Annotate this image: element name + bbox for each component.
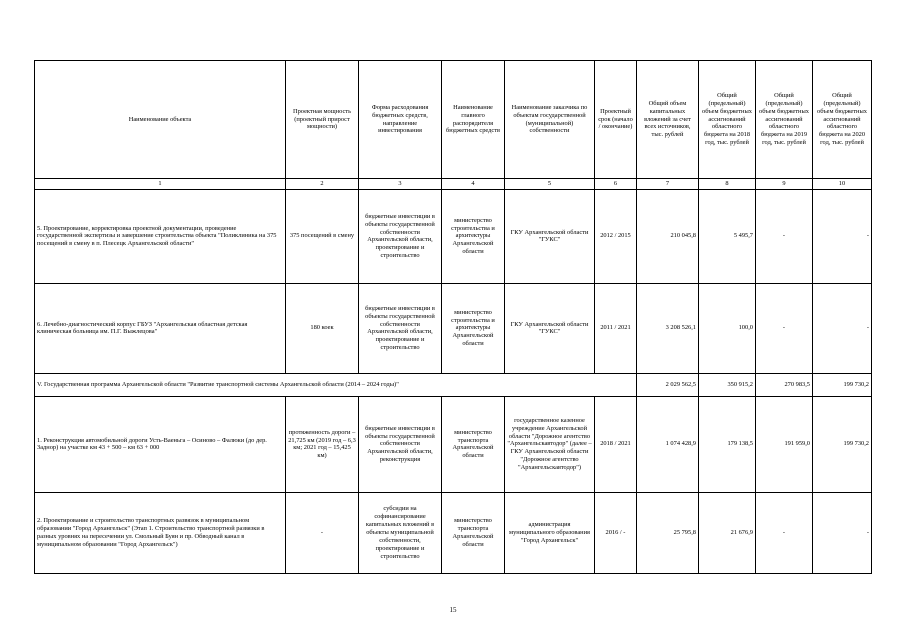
main-manager: министерство транспорта Архангельской области bbox=[442, 492, 505, 573]
amount-2019: 191 959,0 bbox=[756, 396, 813, 492]
main-manager: министерство строительства и архитектуры Архангельской области bbox=[442, 189, 505, 283]
term: 2018 / 2021 bbox=[595, 396, 637, 492]
spending-form: бюджетные инвестиции в объекты государственной собственности Архангельской области, проектирование и строительство bbox=[359, 283, 442, 373]
amount-2019: - bbox=[756, 189, 813, 283]
amount-2020: - bbox=[813, 492, 872, 573]
column-number: 5 bbox=[505, 179, 595, 190]
column-number: 3 bbox=[359, 179, 442, 190]
capacity: 375 посещений в смену bbox=[286, 189, 359, 283]
amount-2018: 179 138,5 bbox=[699, 396, 756, 492]
table-row bbox=[35, 189, 872, 283]
amount-2018: 5 495,7 bbox=[699, 189, 756, 283]
term: 2012 / 2015 bbox=[595, 189, 637, 283]
table-row bbox=[35, 492, 872, 573]
header-2019: Общий (предельный) объем бюджетных ассигнований областного бюджета на 2019 год, тыс. рублей bbox=[756, 61, 813, 179]
object-name: 5. Проектирование, корректировка проектной документации, проведение государственной экспертизы и завершение строительства объекта "Поликлиника на 375 посещений в смену в п. Плесецк Архангельской области" bbox=[35, 189, 286, 283]
object-name: 6. Лечебно-диагностический корпус ГБУЗ "Архангельская областная детская клиническая больница им. П.Г. Выжлецова" bbox=[35, 283, 286, 373]
customer: государственное казенное учреждение Архангельской области "Дорожное агентство "Архангельскавтодор" (далее – ГКУ Архангельской области "Дорожное агентство "Архангельскавтодор") bbox=[505, 396, 595, 492]
header-object-name: Наименование объекта bbox=[35, 61, 286, 179]
spending-form: бюджетные инвестиции в объекты государственной собственности Архангельской области, реконструкция bbox=[359, 396, 442, 492]
total-amount: 3 208 526,1 bbox=[637, 283, 699, 373]
program-row bbox=[35, 373, 872, 396]
column-number: 8 bbox=[699, 179, 756, 190]
column-number: 10 bbox=[813, 179, 872, 190]
main-manager: министерство строительства и архитектуры Архангельской области bbox=[442, 283, 505, 373]
capacity: 180 коек bbox=[286, 283, 359, 373]
column-number: 9 bbox=[756, 179, 813, 190]
column-number: 4 bbox=[442, 179, 505, 190]
column-number: 7 bbox=[637, 179, 699, 190]
table-row bbox=[35, 283, 872, 373]
budget-table bbox=[34, 60, 872, 574]
amount-2020: 199 730,2 bbox=[813, 373, 872, 396]
term: 2011 / 2021 bbox=[595, 283, 637, 373]
amount-2018: 100,0 bbox=[699, 283, 756, 373]
amount-2020: - bbox=[813, 283, 872, 373]
total-amount: 210 045,8 bbox=[637, 189, 699, 283]
object-name: 2. Проектирование и строительство транспортных развязок в муниципальном образовании "Город Архангельск" (Этап 1. Строительство транспортной развязки в разных уровнях на пересечении ул. Смольный Буян и пр. Обводный канал в муниципальном образовании "Город Архангельск") bbox=[35, 492, 286, 573]
page-number: 15 bbox=[449, 606, 457, 614]
header-main-manager: Наименование главного распорядителя бюджетных средств bbox=[442, 61, 505, 179]
amount-2018: 350 915,2 bbox=[699, 373, 756, 396]
total-amount: 1 074 428,9 bbox=[637, 396, 699, 492]
header-customer: Наименование заказчика по объектам государственной (муниципальной) собственности bbox=[505, 61, 595, 179]
header-form: Форма расходования бюджетных средств, направление инвестирования bbox=[359, 61, 442, 179]
amount-2020: - bbox=[813, 189, 872, 283]
amount-2019: - bbox=[756, 283, 813, 373]
header-term: Проектный срок (начало / окончание) bbox=[595, 61, 637, 179]
table-row bbox=[35, 396, 872, 492]
amount-2019: 270 983,5 bbox=[756, 373, 813, 396]
header-2020: Общий (предельный) объем бюджетных ассигнований областного бюджета на 2020 год, тыс. рублей bbox=[813, 61, 872, 179]
column-number-row bbox=[35, 179, 872, 190]
spending-form: субсидии на софинансирование капитальных вложений в объекты муниципальной собственности, проектирование и строительство bbox=[359, 492, 442, 573]
customer: администрация муниципального образования "Город Архангельск" bbox=[505, 492, 595, 573]
amount-2018: 21 676,9 bbox=[699, 492, 756, 573]
header-capacity: Проектная мощность (проектный прирост мощности) bbox=[286, 61, 359, 179]
spending-form: бюджетные инвестиции в объекты государственной собственности Архангельской области, проектирование и строительство bbox=[359, 189, 442, 283]
header-2018: Общий (предельный) объем бюджетных ассигнований областного бюджета на 2018 год, тыс. рублей bbox=[699, 61, 756, 179]
amount-2019: - bbox=[756, 492, 813, 573]
total-amount: 25 795,8 bbox=[637, 492, 699, 573]
total-amount: 2 029 562,5 bbox=[637, 373, 699, 396]
capacity: - bbox=[286, 492, 359, 573]
column-number: 6 bbox=[595, 179, 637, 190]
column-number: 1 bbox=[35, 179, 286, 190]
program-name: V. Государственная программа Архангельской области "Развитие транспортной системы Архангельской области (2014 – 2024 годы)" bbox=[35, 373, 637, 396]
main-manager: министерство транспорта Архангельской области bbox=[442, 396, 505, 492]
table-header-row bbox=[35, 61, 872, 179]
customer: ГКУ Архангельской области "ГУКС" bbox=[505, 283, 595, 373]
header-total: Общий объем капитальных вложений за счет всех источников, тыс. рублей bbox=[637, 61, 699, 179]
customer: ГКУ Архангельской области "ГУКС" bbox=[505, 189, 595, 283]
term: 2016 / - bbox=[595, 492, 637, 573]
capacity: протяженность дороги – 21,725 км (2019 год – 6,3 км; 2021 год – 15,425 км) bbox=[286, 396, 359, 492]
object-name: 1. Реконструкция автомобильной дороги Усть-Ваеньга – Осиново – Фалюки (до дер. Заднор) на участке км 43 + 500 – км 63 + 000 bbox=[35, 396, 286, 492]
amount-2020: 199 730,2 bbox=[813, 396, 872, 492]
column-number: 2 bbox=[286, 179, 359, 190]
